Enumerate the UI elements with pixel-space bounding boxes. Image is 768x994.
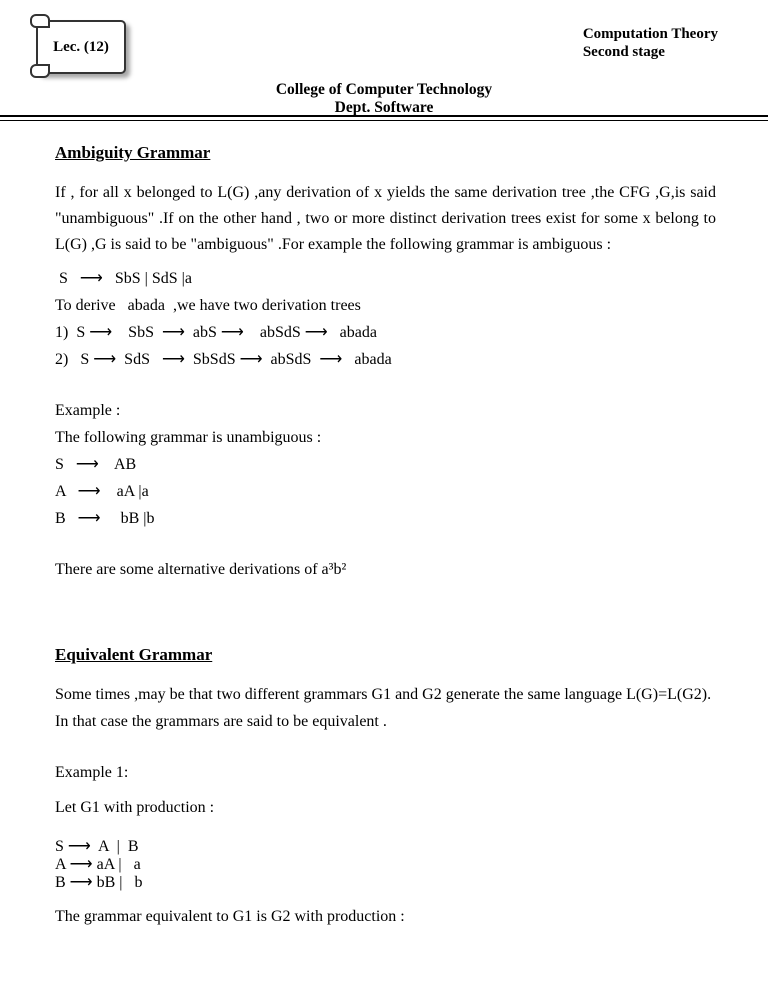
spacer bbox=[55, 822, 716, 838]
scroll-curl-top-icon bbox=[30, 14, 50, 28]
unambiguous-rule-2: A ⟶ aA |a bbox=[55, 483, 149, 500]
example-label: Example : bbox=[55, 402, 121, 419]
spacer bbox=[55, 374, 716, 398]
ambiguity-heading: Ambiguity Grammar bbox=[55, 143, 211, 162]
college-name: College of Computer Technology bbox=[275, 81, 493, 98]
unambiguous-rule-3: B ⟶ bB |b bbox=[55, 510, 155, 527]
g1-production-rules bbox=[55, 838, 716, 892]
header-institution bbox=[0, 81, 768, 117]
header-course-info bbox=[583, 25, 718, 61]
course-title: Computation Theory bbox=[582, 26, 718, 42]
g1-rule-2: A ⟶ aA | a bbox=[55, 856, 141, 873]
derive-statement: To derive abada ,we have two derivation trees bbox=[55, 297, 361, 314]
equivalent-heading: Equivalent Grammar bbox=[55, 645, 213, 664]
ambiguity-intro-paragraph: If , for all x belonged to L(G) ,any derivation of x yields the same derivation tree ,the CFG ,G,is said "unambiguous" .If on the other hand , two or more distinct derivation trees exist for some x belong to L(G) ,G is said to be "ambiguous" .For example the following grammar is ambiguous : bbox=[55, 184, 716, 253]
g1-production-intro: Let G1 with production : bbox=[55, 799, 215, 816]
ambiguous-grammar-rule: S ⟶ SbS | SdS |a bbox=[55, 270, 192, 287]
course-stage: Second stage bbox=[582, 44, 665, 60]
department-name: Dept. Software bbox=[334, 99, 434, 116]
lecture-number-label: Lec. (12) bbox=[53, 38, 109, 55]
spacer bbox=[55, 533, 716, 557]
lecture-scroll-badge bbox=[30, 14, 126, 74]
spacer bbox=[55, 787, 716, 795]
equivalent-paragraph-2: In that case the grammars are said to be equivalent . bbox=[55, 713, 387, 730]
g1-rule-3: B ⟶ bB | b bbox=[55, 874, 143, 891]
spacer bbox=[55, 892, 716, 904]
g1-rule-1: S ⟶ A | B bbox=[55, 838, 139, 855]
document-body bbox=[55, 134, 716, 931]
header-divider bbox=[0, 115, 768, 121]
equivalent-paragraph-1: Some times ,may be that two different grammars G1 and G2 generate the same language L(G)=L(G2). bbox=[55, 686, 712, 703]
spacer bbox=[55, 736, 716, 760]
spacer bbox=[55, 584, 716, 636]
example1-label: Example 1: bbox=[55, 764, 129, 781]
scroll-curl-bottom-icon bbox=[30, 64, 50, 78]
derivation-tree-2: 2) S ⟶ SdS ⟶ SbSdS ⟶ abSdS ⟶ abada bbox=[55, 351, 392, 368]
alternative-derivations-statement: There are some alternative derivations of a³b² bbox=[55, 561, 347, 578]
unambiguous-rule-1: S ⟶ AB bbox=[55, 456, 137, 473]
unambiguous-statement: The following grammar is unambiguous : bbox=[55, 429, 322, 446]
derivation-tree-1: 1) S ⟶ SbS ⟶ abS ⟶ abSdS ⟶ abada bbox=[55, 324, 377, 341]
g2-equivalent-statement: The grammar equivalent to G1 is G2 with production : bbox=[55, 908, 405, 925]
